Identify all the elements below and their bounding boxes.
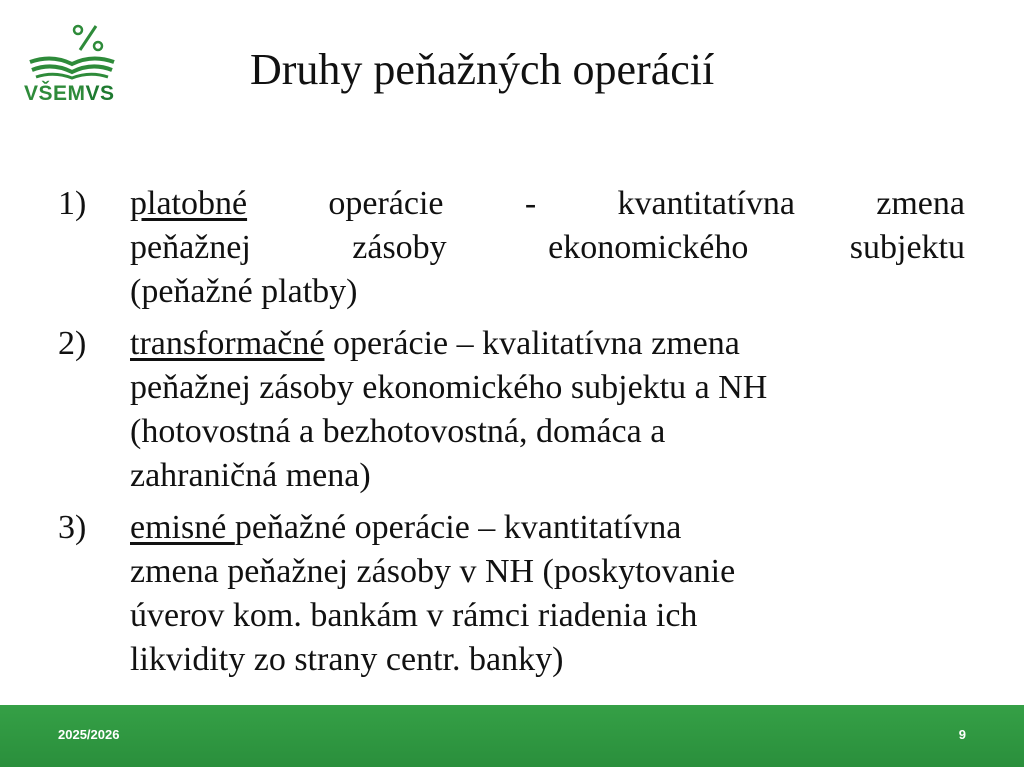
item-line: zmena peňažnej zásoby v NH (poskytovanie: [130, 553, 736, 590]
item-line: úverov kom. bankám v rámci riadenia ich: [130, 597, 698, 634]
footer-year: 2025/2026: [58, 727, 120, 742]
operations-list: [58, 182, 965, 690]
slide-title: Druhy peňažných operácií: [250, 45, 715, 94]
item-line: (hotovostná a bezhotovostná, domáca a: [130, 413, 666, 450]
footer-bar: [0, 705, 1024, 767]
item-keyword: platobné: [130, 185, 248, 222]
item-line-rest: peňažné operácie – kvantitatívna: [234, 509, 682, 546]
logo-text-vsem: VŠEM: [24, 82, 86, 105]
item-line-rest: operácie - kvantitatívna zmena: [247, 185, 965, 222]
logo-wordmark: [24, 82, 115, 106]
item-number: 3): [58, 509, 87, 546]
item-keyword: emisné: [130, 509, 235, 546]
item-line-rest: operácie – kvalitatívna zmena: [324, 325, 740, 362]
item-line: [130, 322, 965, 366]
item-line: peňažnej zásoby ekonomického subjektu a NH: [130, 369, 768, 406]
item-line: (peňažné platby): [130, 273, 358, 310]
list-item: [58, 322, 965, 498]
item-line: [130, 182, 965, 226]
logo: [22, 20, 122, 110]
list-item: [58, 182, 965, 314]
page-number: 9: [958, 727, 966, 742]
item-line: zahraničná mena): [130, 457, 371, 494]
logo-text-vs: VS: [85, 82, 115, 105]
item-number: 1): [58, 185, 87, 222]
item-line: likvidity zo strany centr. banky): [130, 641, 564, 678]
item-keyword: transformačné: [130, 325, 325, 362]
item-line: peňažnej zásoby ekonomického subjektu: [130, 229, 965, 266]
item-line: [130, 506, 965, 550]
item-number: 2): [58, 325, 87, 362]
list-item: [58, 506, 965, 682]
book-percent-icon: [22, 20, 122, 82]
